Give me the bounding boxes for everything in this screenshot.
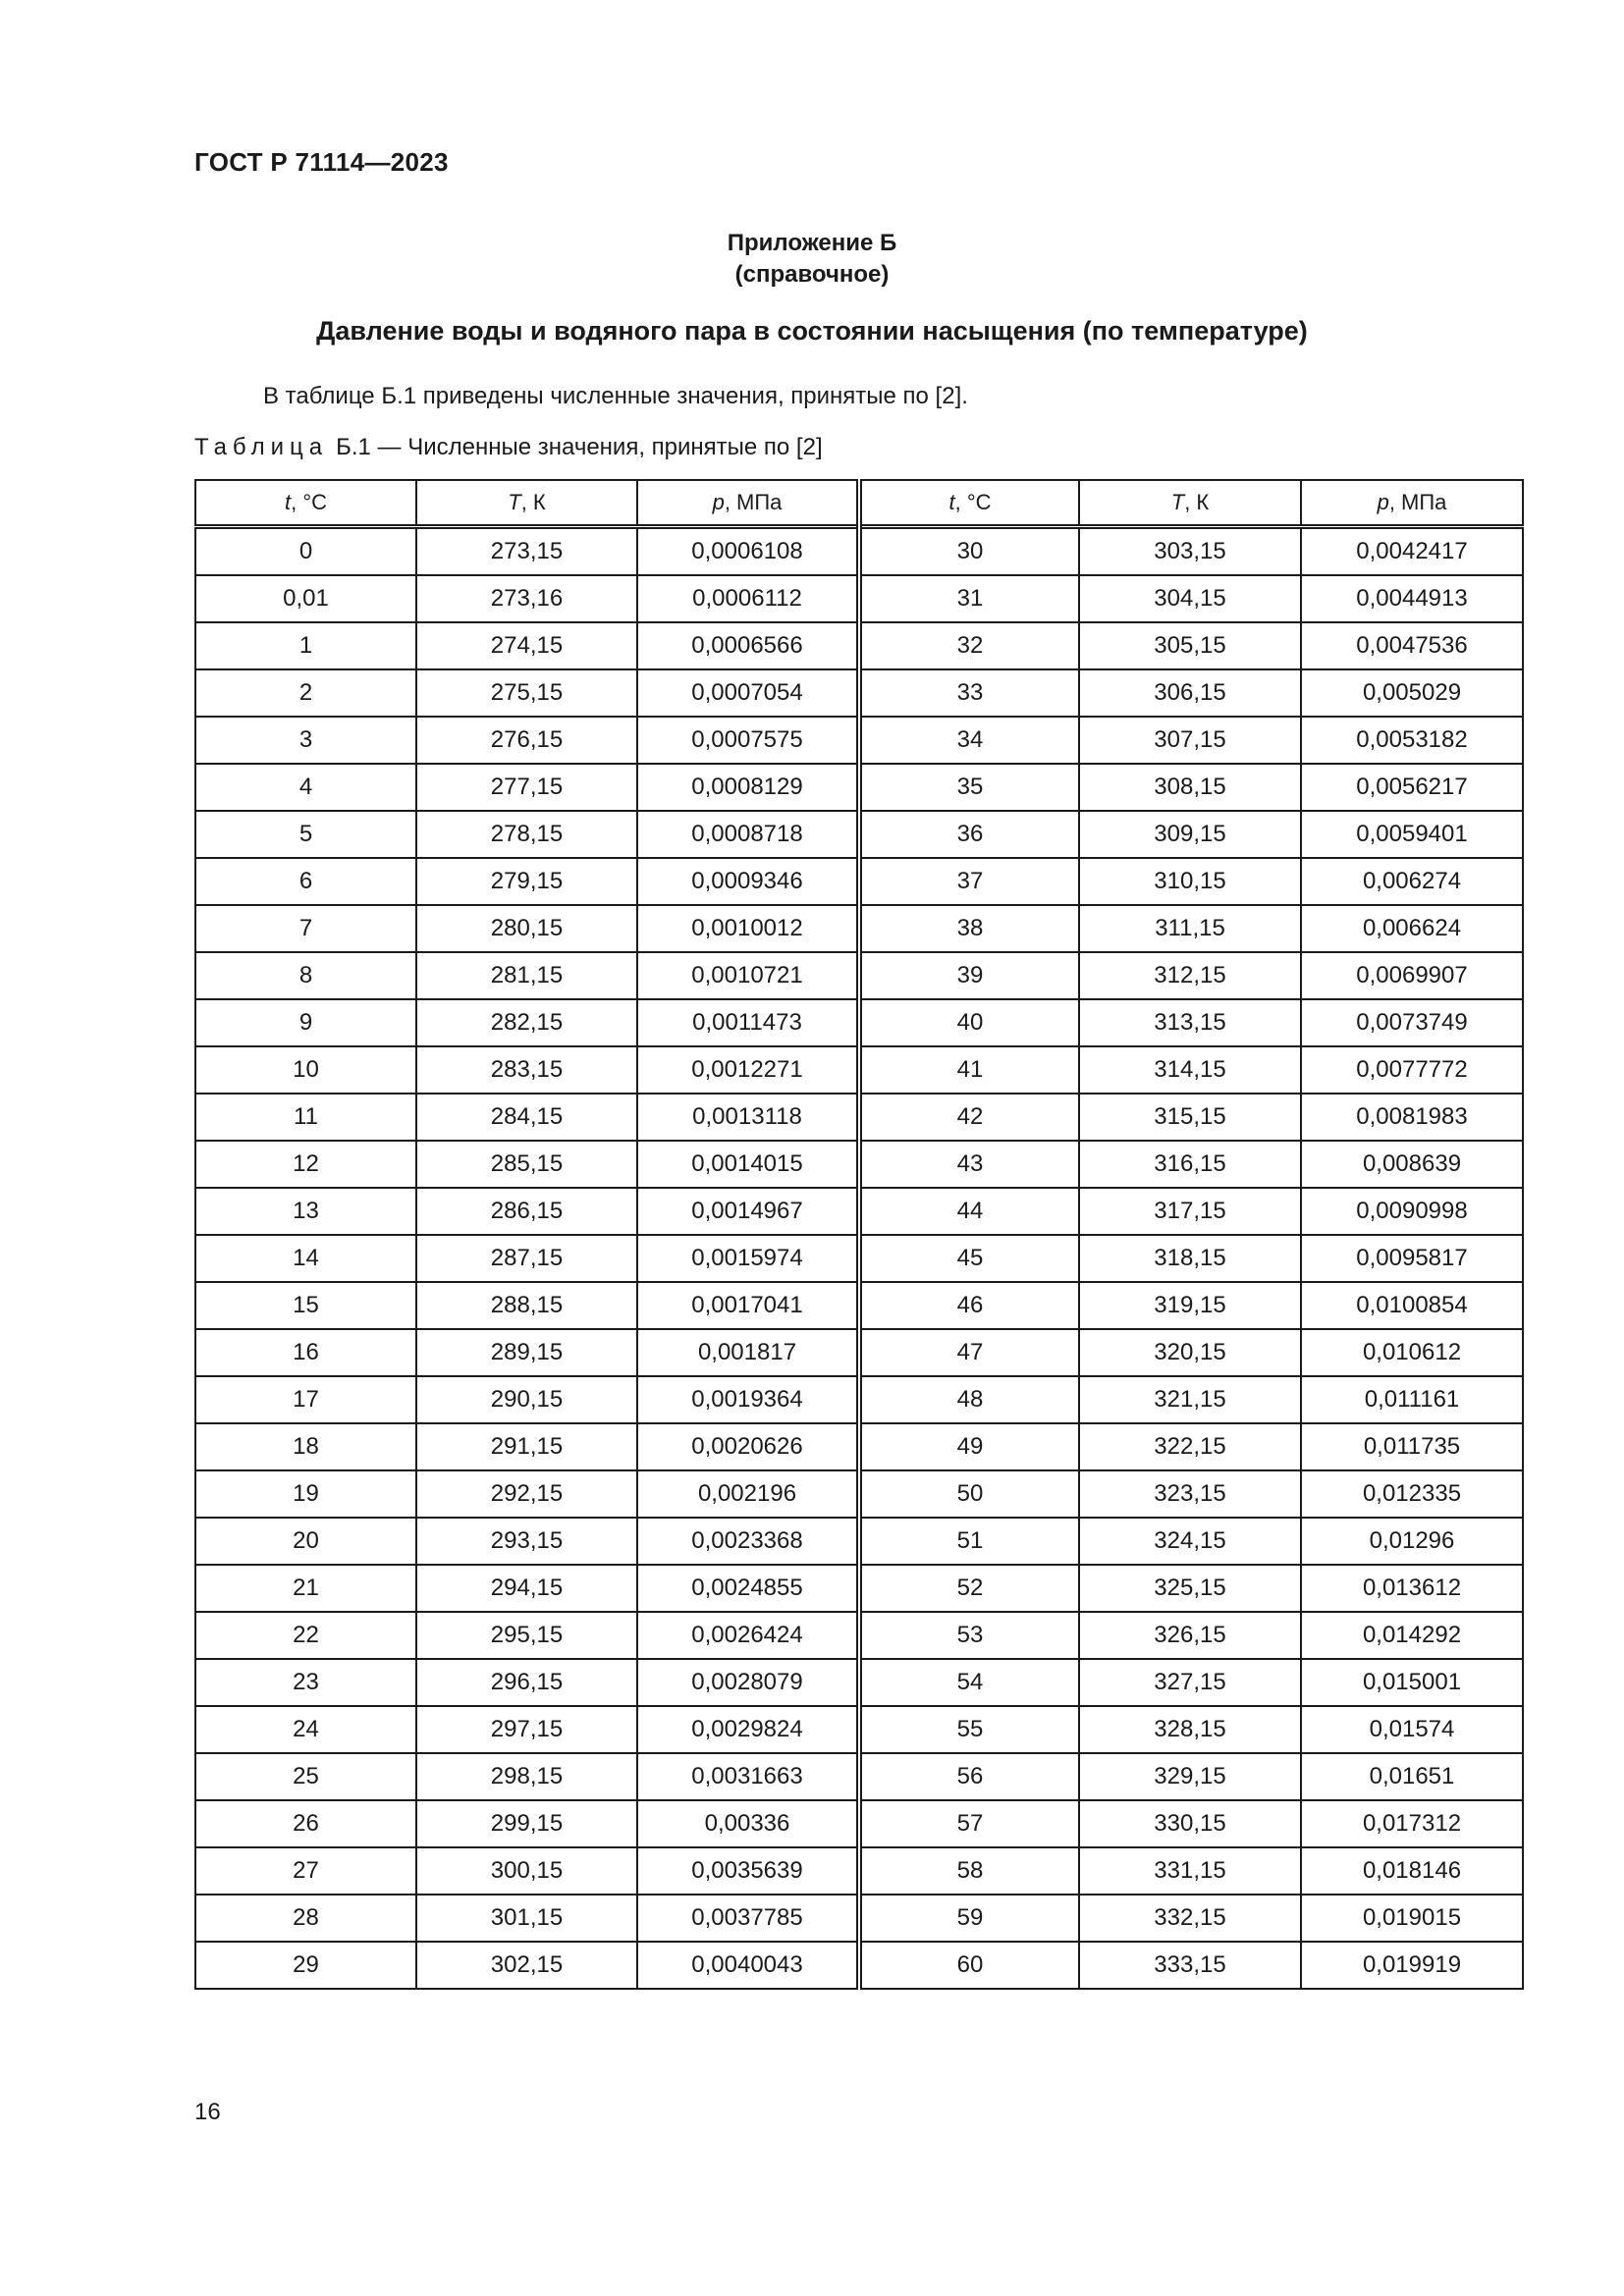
table-cell: 12	[195, 1141, 416, 1188]
table-cell: 32	[859, 622, 1079, 669]
table-cell: 0,0037785	[637, 1895, 859, 1942]
table-cell: 323,15	[1079, 1470, 1301, 1518]
table-cell: 0,005029	[1301, 669, 1523, 717]
table-cell: 0,001817	[637, 1329, 859, 1376]
intro-paragraph: В таблице Б.1 приведены численные значения, принятые по [2].	[263, 383, 968, 409]
table-cell: 20	[195, 1518, 416, 1565]
table-cell: 308,15	[1079, 764, 1301, 811]
table-cell: 277,15	[416, 764, 637, 811]
table-cell: 29	[195, 1942, 416, 1989]
table-row	[195, 1706, 1523, 1753]
table-cell: 24	[195, 1706, 416, 1753]
table-cell: 0,01	[195, 575, 416, 622]
table-cell: 0,0026424	[637, 1612, 859, 1659]
table-cell: 0,0017041	[637, 1282, 859, 1329]
table-cell: 279,15	[416, 858, 637, 905]
table-row	[195, 905, 1523, 952]
table-cell: 8	[195, 952, 416, 999]
table-cell: 0,0090998	[1301, 1188, 1523, 1235]
table-cell: 10	[195, 1046, 416, 1094]
table-cell: 280,15	[416, 905, 637, 952]
table-cell: 38	[859, 905, 1079, 952]
table-cell: 278,15	[416, 811, 637, 858]
table-cell: 0,017312	[1301, 1800, 1523, 1847]
table-cell: 28	[195, 1895, 416, 1942]
table-cell: 293,15	[416, 1518, 637, 1565]
table-cell: 0,0044913	[1301, 575, 1523, 622]
table-cell: 299,15	[416, 1800, 637, 1847]
table-cell: 0,008639	[1301, 1141, 1523, 1188]
table-cell: 0,012335	[1301, 1470, 1523, 1518]
table-cell: 7	[195, 905, 416, 952]
table-cell: 306,15	[1079, 669, 1301, 717]
table-cell: 0,0010012	[637, 905, 859, 952]
table-row	[195, 1895, 1523, 1942]
table-cell: 53	[859, 1612, 1079, 1659]
table-cell: 0,006274	[1301, 858, 1523, 905]
table-cell: 330,15	[1079, 1800, 1301, 1847]
table-caption-label: Таблица	[194, 434, 329, 460]
table-cell: 0,0100854	[1301, 1282, 1523, 1329]
table-cell: 13	[195, 1188, 416, 1235]
table-cell: 307,15	[1079, 717, 1301, 764]
table-cell: 52	[859, 1565, 1079, 1612]
table-cell: 45	[859, 1235, 1079, 1282]
table-cell: 302,15	[416, 1942, 637, 1989]
table-cell: 33	[859, 669, 1079, 717]
table-cell: 276,15	[416, 717, 637, 764]
table-cell: 41	[859, 1046, 1079, 1094]
table-cell: 51	[859, 1518, 1079, 1565]
table-cell: 5	[195, 811, 416, 858]
table-cell: 281,15	[416, 952, 637, 999]
table-cell: 0,0007054	[637, 669, 859, 717]
table-cell: 318,15	[1079, 1235, 1301, 1282]
table-row	[195, 669, 1523, 717]
column-header-temp-k: T, К	[416, 480, 637, 527]
table-cell: 23	[195, 1659, 416, 1706]
table-cell: 326,15	[1079, 1612, 1301, 1659]
table-cell: 0,0024855	[637, 1565, 859, 1612]
table-cell: 31	[859, 575, 1079, 622]
table-row	[195, 622, 1523, 669]
table-cell: 50	[859, 1470, 1079, 1518]
table-cell: 0,0042417	[1301, 527, 1523, 576]
table-row	[195, 1282, 1523, 1329]
table-cell: 37	[859, 858, 1079, 905]
table-cell: 301,15	[416, 1895, 637, 1942]
table-cell: 19	[195, 1470, 416, 1518]
table-cell: 289,15	[416, 1329, 637, 1376]
pressure-table	[194, 479, 1524, 1990]
table-cell: 309,15	[1079, 811, 1301, 858]
table-cell: 314,15	[1079, 1046, 1301, 1094]
table-cell: 48	[859, 1376, 1079, 1423]
table-cell: 275,15	[416, 669, 637, 717]
appendix-title: Приложение Б	[727, 230, 897, 256]
table-cell: 0,011161	[1301, 1376, 1523, 1423]
table-cell: 0,0013118	[637, 1094, 859, 1141]
table-cell: 60	[859, 1942, 1079, 1989]
table-cell: 297,15	[416, 1706, 637, 1753]
table-cell: 0,0006566	[637, 622, 859, 669]
table-cell: 0,002196	[637, 1470, 859, 1518]
table-cell: 0,0081983	[1301, 1094, 1523, 1141]
table-cell: 0,0056217	[1301, 764, 1523, 811]
table-cell: 287,15	[416, 1235, 637, 1282]
table-cell: 11	[195, 1094, 416, 1141]
table-cell: 9	[195, 999, 416, 1046]
table-cell: 42	[859, 1094, 1079, 1141]
table-cell: 57	[859, 1800, 1079, 1847]
table-cell: 319,15	[1079, 1282, 1301, 1329]
table-cell: 0,0015974	[637, 1235, 859, 1282]
table-cell: 25	[195, 1753, 416, 1800]
table-cell: 331,15	[1079, 1847, 1301, 1895]
table-cell: 282,15	[416, 999, 637, 1046]
table-cell: 0,0040043	[637, 1942, 859, 1989]
table-cell: 0,0047536	[1301, 622, 1523, 669]
table-cell: 0,0023368	[637, 1518, 859, 1565]
table-cell: 26	[195, 1800, 416, 1847]
table-body	[195, 527, 1523, 1990]
table-caption-text: Б.1 — Численные значения, принятые по [2]	[336, 434, 823, 460]
table-cell: 313,15	[1079, 999, 1301, 1046]
table-row	[195, 1565, 1523, 1612]
table-row	[195, 811, 1523, 858]
table-cell: 1	[195, 622, 416, 669]
table-cell: 0,014292	[1301, 1612, 1523, 1659]
table-cell: 58	[859, 1847, 1079, 1895]
table-cell: 0,0010721	[637, 952, 859, 999]
table-cell: 4	[195, 764, 416, 811]
table-cell: 0,0020626	[637, 1423, 859, 1470]
column-header-temp-c: t, °C	[195, 480, 416, 527]
table-cell: 0,0031663	[637, 1753, 859, 1800]
table-cell: 286,15	[416, 1188, 637, 1235]
table-cell: 0,0019364	[637, 1376, 859, 1423]
table-cell: 300,15	[416, 1847, 637, 1895]
appendix-heading	[0, 228, 1624, 291]
table-cell: 2	[195, 669, 416, 717]
table-cell: 54	[859, 1659, 1079, 1706]
table-cell: 0,0053182	[1301, 717, 1523, 764]
table-cell: 0,0059401	[1301, 811, 1523, 858]
table-cell: 273,16	[416, 575, 637, 622]
table-cell: 325,15	[1079, 1565, 1301, 1612]
table-row	[195, 1470, 1523, 1518]
table-row	[195, 1753, 1523, 1800]
table-cell: 49	[859, 1423, 1079, 1470]
table-cell: 44	[859, 1188, 1079, 1235]
table-cell: 0,01296	[1301, 1518, 1523, 1565]
column-header-temp-c: t, °C	[859, 480, 1079, 527]
appendix-subtitle: (справочное)	[734, 261, 890, 288]
table-cell: 274,15	[416, 622, 637, 669]
table-cell: 332,15	[1079, 1895, 1301, 1942]
table-row	[195, 1423, 1523, 1470]
table-cell: 328,15	[1079, 1706, 1301, 1753]
table-cell: 0,010612	[1301, 1329, 1523, 1376]
table-cell: 312,15	[1079, 952, 1301, 999]
table-cell: 303,15	[1079, 527, 1301, 576]
table-cell: 39	[859, 952, 1079, 999]
table-cell: 273,15	[416, 527, 637, 576]
table-row	[195, 1046, 1523, 1094]
table-cell: 30	[859, 527, 1079, 576]
table-row	[195, 527, 1523, 576]
table-cell: 327,15	[1079, 1659, 1301, 1706]
table-cell: 294,15	[416, 1565, 637, 1612]
table-cell: 285,15	[416, 1141, 637, 1188]
table-cell: 34	[859, 717, 1079, 764]
table-cell: 0,0095817	[1301, 1235, 1523, 1282]
column-header-temp-k: T, К	[1079, 480, 1301, 527]
table-cell: 0,0069907	[1301, 952, 1523, 999]
table-cell: 22	[195, 1612, 416, 1659]
table-cell: 333,15	[1079, 1942, 1301, 1989]
table-cell: 311,15	[1079, 905, 1301, 952]
table-cell: 21	[195, 1565, 416, 1612]
table-row	[195, 1188, 1523, 1235]
table-cell: 0,0006108	[637, 527, 859, 576]
table-cell: 298,15	[416, 1753, 637, 1800]
table-cell: 322,15	[1079, 1423, 1301, 1470]
table-cell: 27	[195, 1847, 416, 1895]
table-row	[195, 858, 1523, 905]
table-cell: 292,15	[416, 1470, 637, 1518]
table-cell: 0,00336	[637, 1800, 859, 1847]
table-cell: 0,019015	[1301, 1895, 1523, 1942]
table-cell: 17	[195, 1376, 416, 1423]
table-cell: 320,15	[1079, 1329, 1301, 1376]
document-standard-number: ГОСТ Р 71114—2023	[194, 147, 449, 177]
table-cell: 15	[195, 1282, 416, 1329]
table-row	[195, 1094, 1523, 1141]
table-row	[195, 1659, 1523, 1706]
table-cell: 290,15	[416, 1376, 637, 1423]
table-row	[195, 764, 1523, 811]
table-row	[195, 1847, 1523, 1895]
table-cell: 59	[859, 1895, 1079, 1942]
table-cell: 304,15	[1079, 575, 1301, 622]
table-cell: 305,15	[1079, 622, 1301, 669]
table-cell: 315,15	[1079, 1094, 1301, 1141]
table-cell: 288,15	[416, 1282, 637, 1329]
table-cell: 317,15	[1079, 1188, 1301, 1235]
table-cell: 55	[859, 1706, 1079, 1753]
table-cell: 0,0008718	[637, 811, 859, 858]
table-cell: 0,006624	[1301, 905, 1523, 952]
table-cell: 296,15	[416, 1659, 637, 1706]
table-cell: 321,15	[1079, 1376, 1301, 1423]
table-row	[195, 1942, 1523, 1989]
table-cell: 6	[195, 858, 416, 905]
table-cell: 0,0008129	[637, 764, 859, 811]
table-cell: 0,0012271	[637, 1046, 859, 1094]
table-cell: 0,0007575	[637, 717, 859, 764]
table-row	[195, 1518, 1523, 1565]
table-row	[195, 1141, 1523, 1188]
table-cell: 0	[195, 527, 416, 576]
table-cell: 16	[195, 1329, 416, 1376]
table-cell: 0,018146	[1301, 1847, 1523, 1895]
table-cell: 0,0073749	[1301, 999, 1523, 1046]
table-row	[195, 1612, 1523, 1659]
table-cell: 46	[859, 1282, 1079, 1329]
page-title: Давление воды и водяного пара в состоянии насыщения (по температуре)	[316, 316, 1308, 346]
table-cell: 35	[859, 764, 1079, 811]
table-cell: 0,0035639	[637, 1847, 859, 1895]
table-cell: 0,0006112	[637, 575, 859, 622]
table-cell: 0,0077772	[1301, 1046, 1523, 1094]
table-row	[195, 1235, 1523, 1282]
table-cell: 0,019919	[1301, 1942, 1523, 1989]
table-cell: 0,015001	[1301, 1659, 1523, 1706]
table-cell: 3	[195, 717, 416, 764]
table-cell: 56	[859, 1753, 1079, 1800]
table-row	[195, 1800, 1523, 1847]
column-header-pressure: p, МПа	[637, 480, 859, 527]
table-row	[195, 1376, 1523, 1423]
table-cell: 324,15	[1079, 1518, 1301, 1565]
table-cell: 329,15	[1079, 1753, 1301, 1800]
table-cell: 316,15	[1079, 1141, 1301, 1188]
table-cell: 43	[859, 1141, 1079, 1188]
table-cell: 0,0014015	[637, 1141, 859, 1188]
table-cell: 291,15	[416, 1423, 637, 1470]
table-header-row	[195, 480, 1523, 527]
table-cell: 0,011735	[1301, 1423, 1523, 1470]
table-row	[195, 575, 1523, 622]
table-row	[195, 952, 1523, 999]
table-row	[195, 1329, 1523, 1376]
table-cell: 283,15	[416, 1046, 637, 1094]
table-cell: 0,013612	[1301, 1565, 1523, 1612]
table-caption	[194, 434, 823, 461]
table-cell: 0,0014967	[637, 1188, 859, 1235]
table-cell: 18	[195, 1423, 416, 1470]
table-cell: 0,0011473	[637, 999, 859, 1046]
table-cell: 14	[195, 1235, 416, 1282]
table-row	[195, 717, 1523, 764]
table-cell: 310,15	[1079, 858, 1301, 905]
table-cell: 0,01651	[1301, 1753, 1523, 1800]
table-cell: 0,01574	[1301, 1706, 1523, 1753]
table-cell: 0,0028079	[637, 1659, 859, 1706]
page-number: 16	[194, 2099, 221, 2125]
table-cell: 0,0009346	[637, 858, 859, 905]
table-cell: 40	[859, 999, 1079, 1046]
table-row	[195, 999, 1523, 1046]
table-cell: 47	[859, 1329, 1079, 1376]
table-cell: 284,15	[416, 1094, 637, 1141]
table-cell: 0,0029824	[637, 1706, 859, 1753]
column-header-pressure: p, МПа	[1301, 480, 1523, 527]
table-cell: 36	[859, 811, 1079, 858]
table-cell: 295,15	[416, 1612, 637, 1659]
